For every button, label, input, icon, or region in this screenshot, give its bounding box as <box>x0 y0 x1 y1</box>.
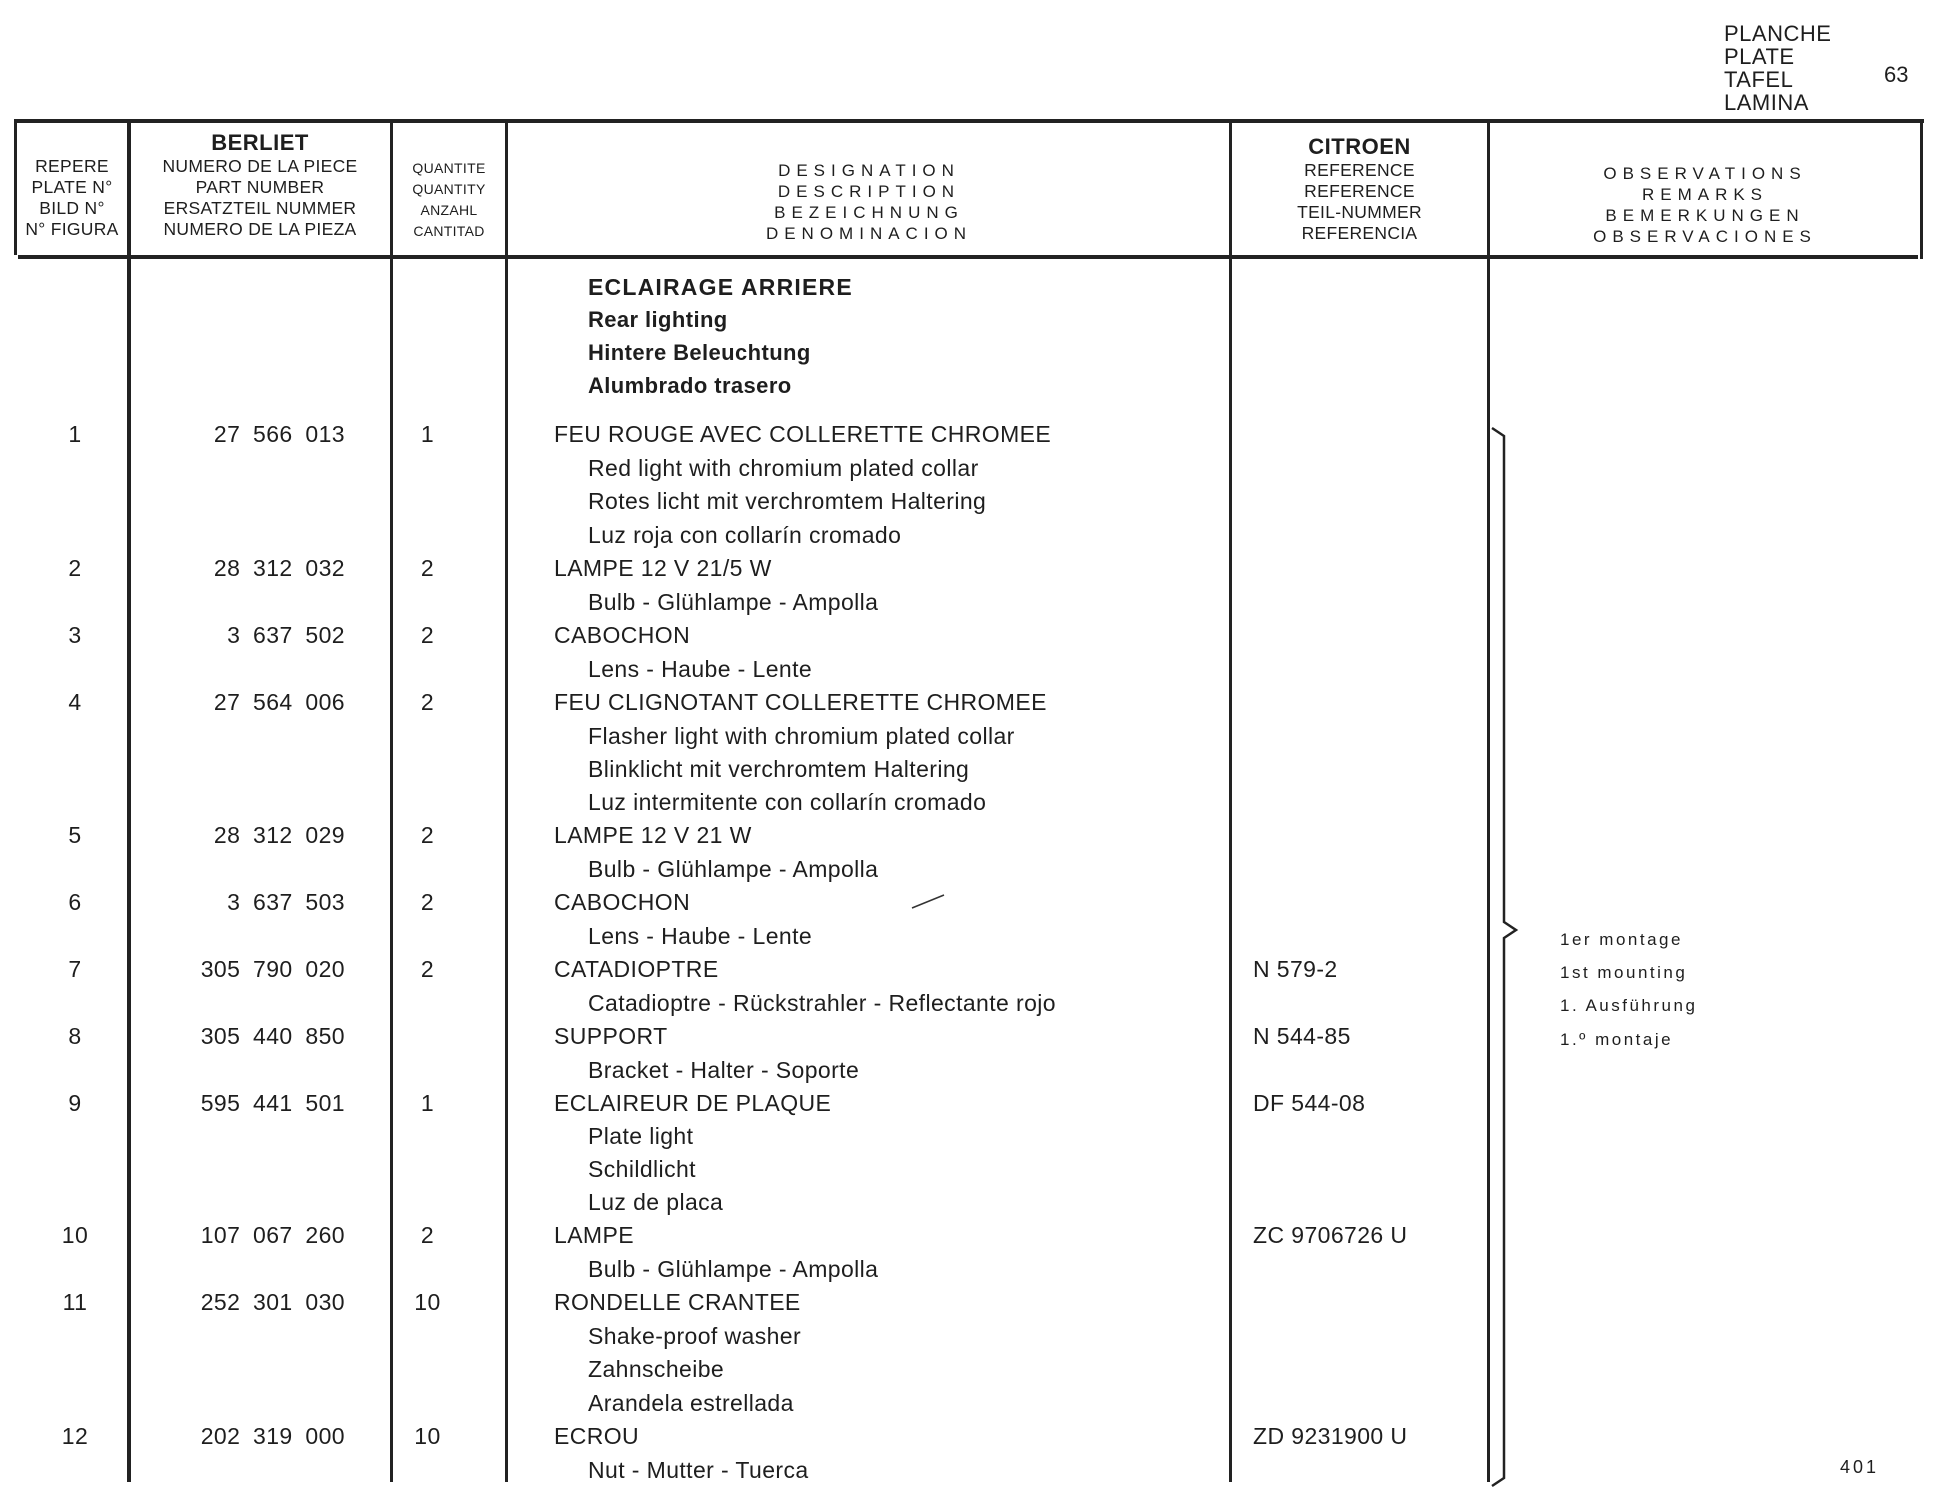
row-11-sub-de: Zahnscheibe <box>588 1356 725 1382</box>
row-1-sub-en: Red light with chromium plated collar <box>588 455 979 481</box>
row-3-designation: CABOCHON <box>554 622 691 648</box>
table-right-border <box>1920 119 1923 259</box>
section-title-de: Hintere Beleuchtung <box>588 340 811 365</box>
row-7-repere: 7 <box>68 956 82 982</box>
row-3-repere: 3 <box>68 622 82 648</box>
row-6-designation: CABOCHON <box>554 889 691 915</box>
row-5-part: 28 312 029 <box>213 822 345 848</box>
row-2-designation: LAMPE 12 V 21/5 W <box>554 555 772 581</box>
header-repere: REPERE PLATE N° BILD N° N° FIGURA <box>25 156 119 239</box>
obs-note-de: 1. Ausführung <box>1560 996 1698 1015</box>
row-1-part: 27 566 013 <box>213 421 345 447</box>
row-9-sub-es: Luz de placa <box>588 1189 724 1215</box>
citroen-title: CITROEN <box>1308 134 1411 159</box>
row-10-sub: Bulb - Glühlampe - Ampolla <box>588 1256 879 1282</box>
divider-qty-designation <box>505 122 508 1482</box>
row-9-designation: ECLAIREUR DE PLAQUE <box>554 1090 832 1116</box>
row-2-qty: 2 <box>420 555 435 581</box>
row-8-designation: SUPPORT <box>554 1023 668 1049</box>
row-9-repere: 9 <box>68 1090 82 1116</box>
row-5-repere: 5 <box>68 822 82 848</box>
row-8-reference: N 544-85 <box>1253 1023 1351 1049</box>
row-9-part: 595 441 501 <box>200 1090 345 1116</box>
row-11-part: 252 301 030 <box>200 1289 345 1315</box>
obs-note-es: 1.º montaje <box>1560 1030 1674 1049</box>
row-9-sub-en: Plate light <box>588 1123 694 1149</box>
row-7-reference: N 579-2 <box>1253 956 1338 982</box>
plate-label-de: TAFEL <box>1724 67 1794 92</box>
row-10-designation: LAMPE <box>554 1222 634 1248</box>
row-6-repere: 6 <box>68 889 82 915</box>
row-12-part: 202 319 000 <box>200 1423 345 1449</box>
row-11-sub-es: Arandela estrellada <box>588 1390 794 1416</box>
row-8-sub: Bracket - Halter - Soporte <box>588 1057 860 1083</box>
row-4-sub-es: Luz intermitente con collarín cromado <box>588 789 987 815</box>
row-4-sub-de: Blinklicht mit verchromtem Haltering <box>588 756 970 782</box>
row-12-designation: ECROU <box>554 1423 640 1449</box>
row-9-qty: 1 <box>420 1090 435 1116</box>
header-citroen-reference: CITROEN REFERENCE REFERENCE TEIL-NUMMER REFERENCIA <box>1233 134 1486 244</box>
observation-brace <box>1490 420 1530 1495</box>
row-7-designation: CATADIOPTRE <box>554 956 719 982</box>
row-12-reference: ZD 9231900 U <box>1253 1423 1408 1449</box>
row-1-sub-de: Rotes licht mit verchromtem Haltering <box>588 488 987 514</box>
row-1-repere: 1 <box>68 421 82 447</box>
row-12-repere: 12 <box>61 1423 89 1449</box>
row-8-part: 305 440 850 <box>200 1023 345 1049</box>
row-1-qty: 1 <box>420 421 435 447</box>
row-9-reference: DF 544-08 <box>1253 1090 1366 1116</box>
row-9-sub-de: Schildlicht <box>588 1156 696 1182</box>
row-11-designation: RONDELLE CRANTEE <box>554 1289 801 1315</box>
row-5-designation: LAMPE 12 V 21 W <box>554 822 752 848</box>
section-title-fr: ECLAIRAGE ARRIERE <box>588 274 853 300</box>
row-10-repere: 10 <box>61 1222 89 1248</box>
divider-repere-part <box>127 122 131 1482</box>
row-4-qty: 2 <box>420 689 435 715</box>
row-11-sub-en: Shake-proof washer <box>588 1323 802 1349</box>
row-6-part: 3 637 503 <box>227 889 345 915</box>
obs-note-en: 1st mounting <box>1560 963 1688 982</box>
plate-label-en: PLATE <box>1724 44 1795 69</box>
section-title-en: Rear lighting <box>588 307 728 332</box>
row-4-designation: FEU CLIGNOTANT COLLERETTE CHROMEE <box>554 689 1047 715</box>
divider-part-qty <box>390 122 393 1482</box>
row-1-sub-es: Luz roja con collarín cromado <box>588 522 902 548</box>
plate-label-block <box>1724 22 1831 114</box>
row-2-repere: 2 <box>68 555 82 581</box>
header-bottom-rule <box>18 255 1918 259</box>
row-1-designation: FEU ROUGE AVEC COLLERETTE CHROMEE <box>554 421 1052 447</box>
row-3-sub: Lens - Haube - Lente <box>588 656 813 682</box>
row-7-part: 305 790 020 <box>200 956 345 982</box>
row-4-repere: 4 <box>68 689 82 715</box>
row-10-reference: ZC 9706726 U <box>1253 1222 1408 1248</box>
row-3-qty: 2 <box>420 622 435 648</box>
header-observations: OBSERVATIONS REMARKS BEMERKUNGEN OBSERVACIONES <box>1593 164 1817 246</box>
obs-note-fr: 1er montage <box>1560 930 1683 949</box>
berliet-title: BERLIET <box>211 130 309 155</box>
row-10-part: 107 067 260 <box>200 1222 345 1248</box>
header-berliet-part: BERLIET NUMERO DE LA PIECE PART NUMBER ERSATZTEIL NUMMER NUMERO DE LA PIEZA <box>132 130 388 240</box>
plate-label-es: LAMINA <box>1724 90 1809 115</box>
row-12-sub: Nut - Mutter - Tuerca <box>588 1457 809 1483</box>
row-11-qty: 10 <box>414 1289 441 1315</box>
plate-label-fr: PLANCHE <box>1724 21 1832 46</box>
row-3-part: 3 637 502 <box>227 622 345 648</box>
row-5-qty: 2 <box>420 822 435 848</box>
row-8-repere: 8 <box>68 1023 82 1049</box>
page-number: 401 <box>1840 1457 1880 1477</box>
row-7-qty: 2 <box>420 956 435 982</box>
row-10-qty: 2 <box>420 1222 435 1248</box>
row-4-sub-en: Flasher light with chromium plated collar <box>588 723 1015 749</box>
section-title-es: Alumbrado trasero <box>588 373 792 398</box>
row-6-sub: Lens - Haube - Lente <box>588 923 813 949</box>
row-5-sub: Bulb - Glühlampe - Ampolla <box>588 856 879 882</box>
table-top-border <box>14 119 1924 123</box>
pen-mark <box>910 892 946 910</box>
row-4-part: 27 564 006 <box>213 689 345 715</box>
header-quantity: QUANTITE QUANTITY ANZAHL CANTITAD <box>412 160 486 239</box>
row-11-repere: 11 <box>62 1289 88 1315</box>
row-2-sub: Bulb - Glühlampe - Ampolla <box>588 589 879 615</box>
divider-designation-ref <box>1229 122 1232 1482</box>
row-7-sub: Catadioptre - Rückstrahler - Reflectante rojo <box>588 990 1056 1016</box>
plate-number: 63 <box>1884 62 1909 87</box>
header-designation: DESIGNATION DESCRIPTION BEZEICHNUNG DENOMINACION <box>765 161 973 243</box>
row-6-qty: 2 <box>420 889 435 915</box>
row-2-part: 28 312 032 <box>213 555 345 581</box>
row-12-qty: 10 <box>414 1423 441 1449</box>
